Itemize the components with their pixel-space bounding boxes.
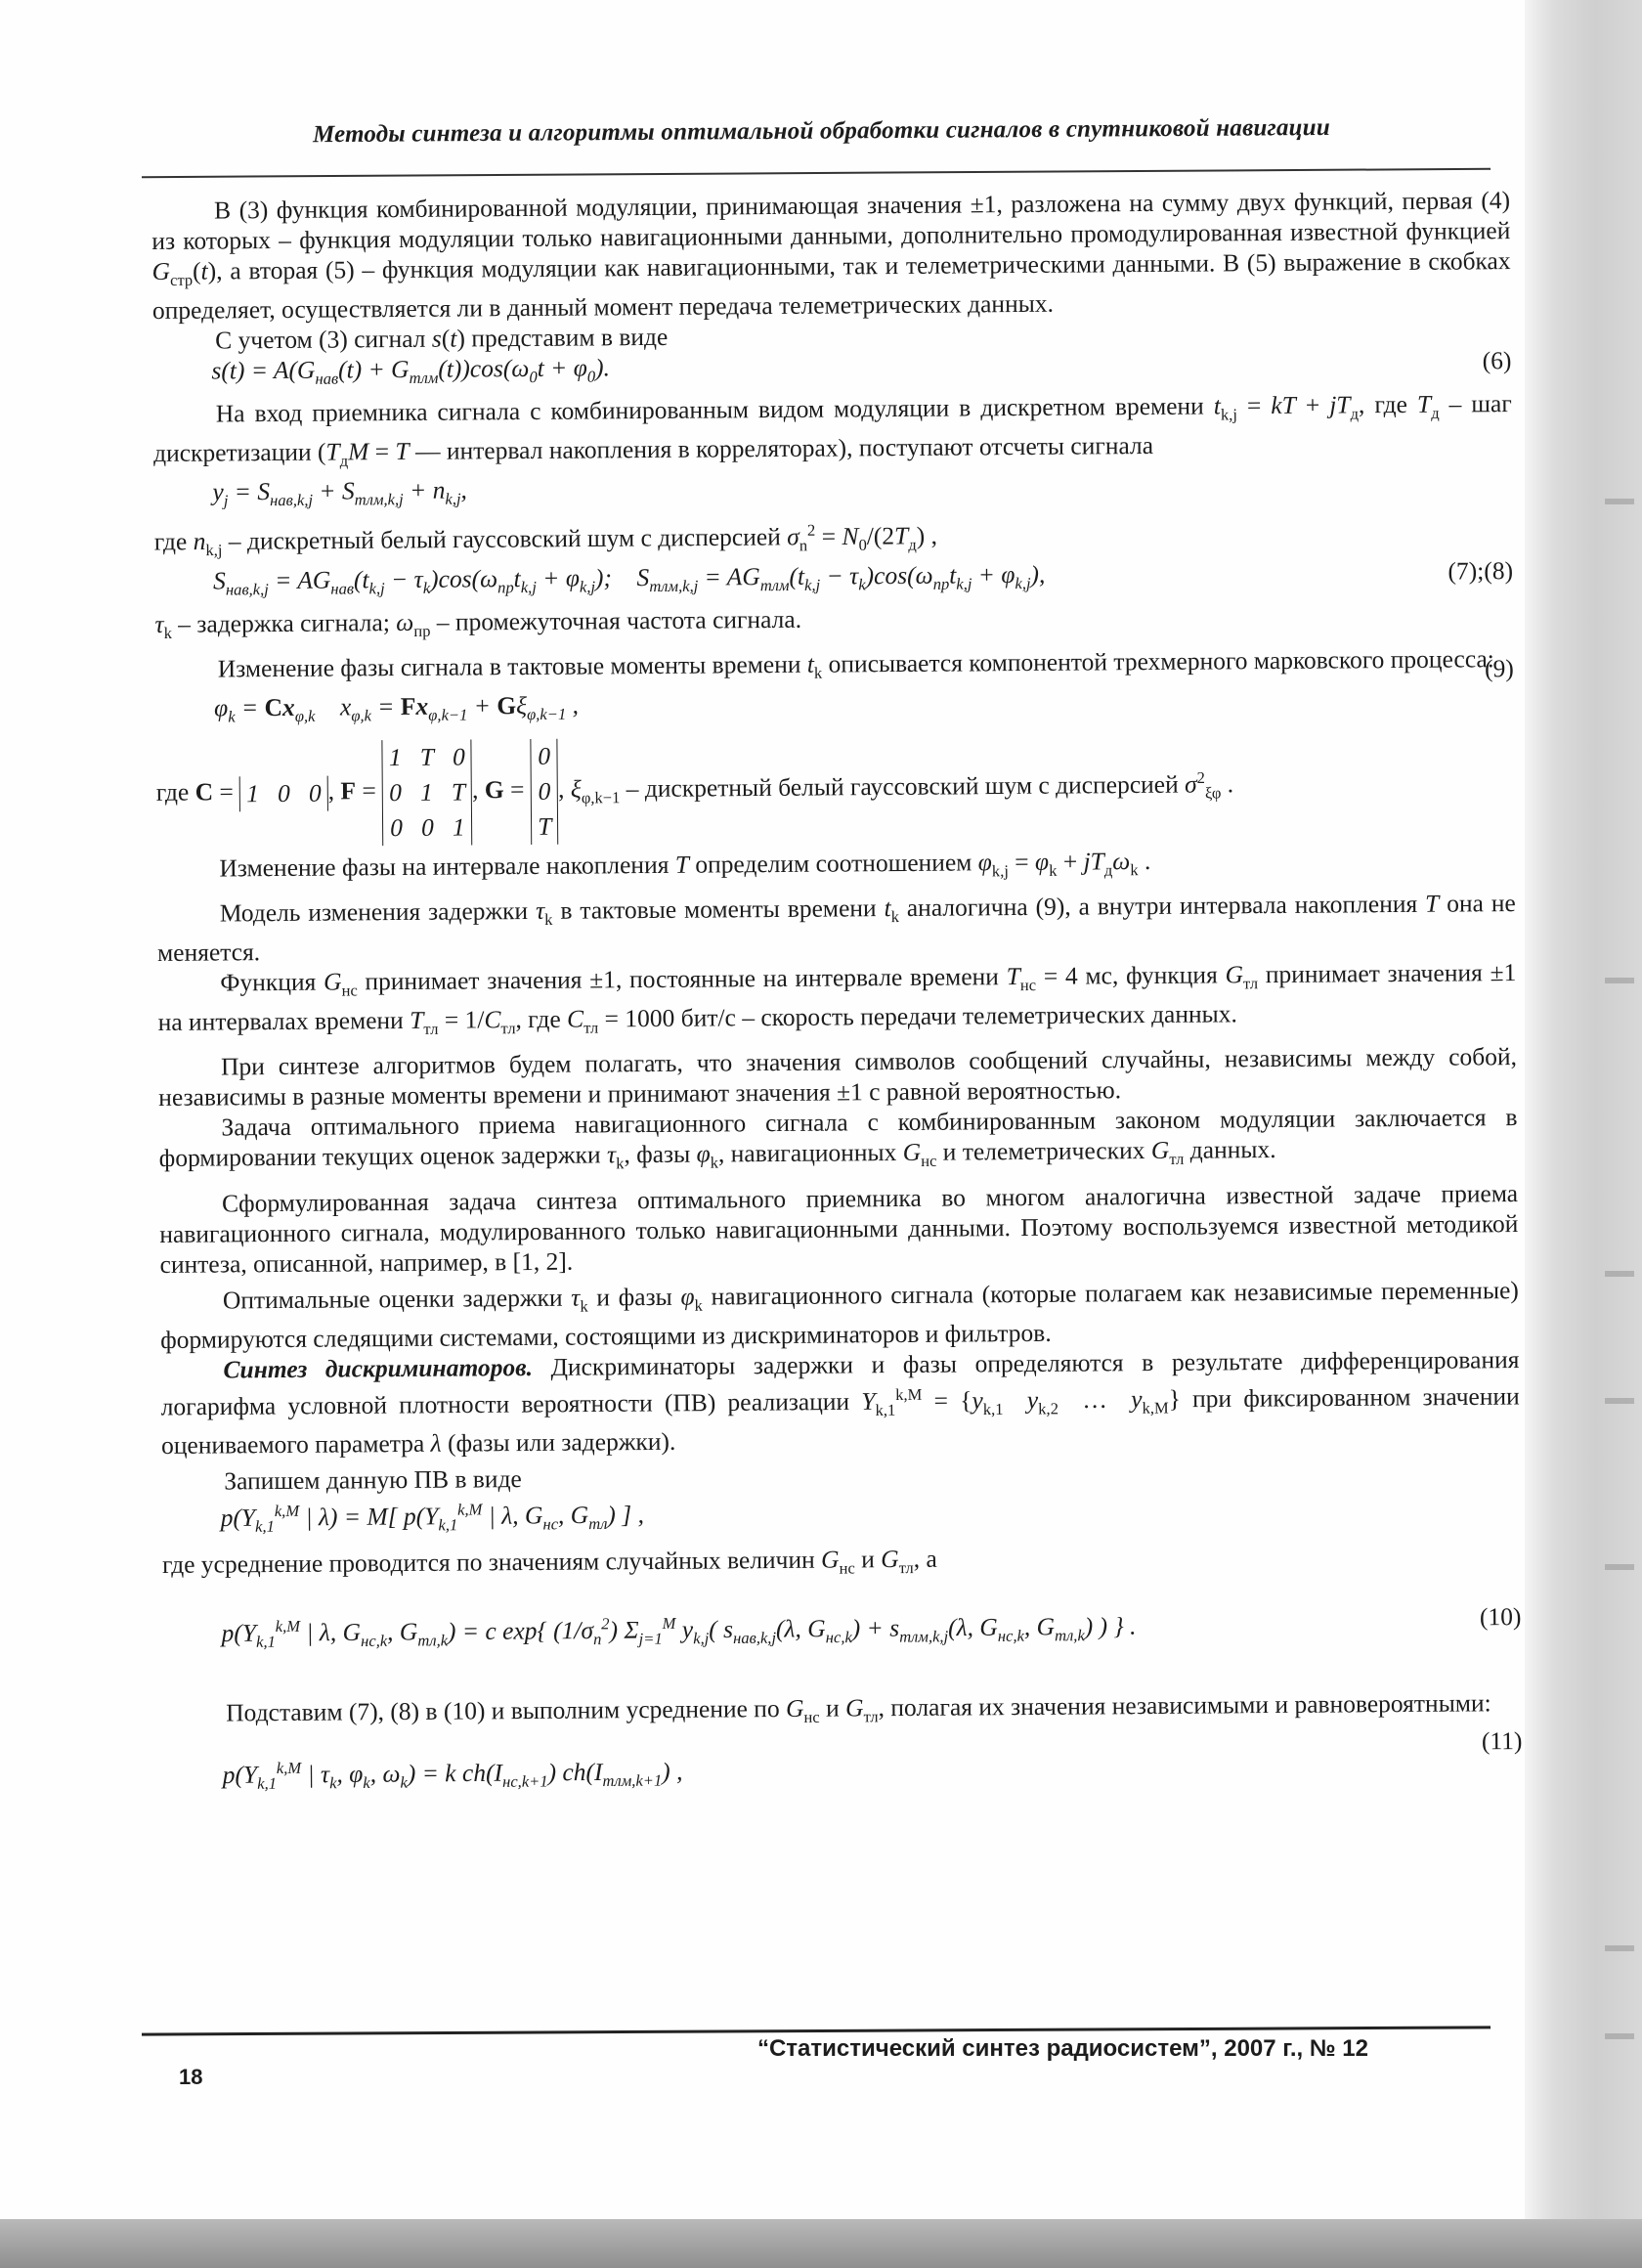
equation-7-8-number: (7);(8): [1448, 555, 1514, 586]
paragraph-method: Сформулированная задача синтеза оптимального приемника во многом аналогична известной задаче приема навигационного сигнала, модулированного только навигационными данными. Поэтому воспользуемся известной методикой синтеза, описанной, например, в [1, 2].: [159, 1178, 1519, 1279]
equation-pdf-average-formula: $p(Y_{k,1}^{k,M}$ | λ) = M[ $p(Y_{k,1}^{k,M}$ | λ, $G_{нс}$, $G_{тл}$) ] ,: [220, 1500, 645, 1537]
matrix-f: 1 T 0 0 1 T 0 0 1: [382, 740, 473, 847]
paragraph-g-functions: Функция $G_{нс}$ принимает значения ±1, постоянные на интервале времени $T_{нс} = 4$ мс, функция $G_{тл}$ принимает значения ±1 на интервалах времени $T_{тл} = 1/C_{тл}$, где $C_{тл} = 1000$ бит/с – скорость передачи телеметрических данных.: [157, 958, 1517, 1039]
matrix-c: 1 0 0: [239, 776, 328, 812]
section-heading-discriminators: Синтез дискриминаторов.: [223, 1352, 534, 1384]
equation-10-number: (10): [1479, 1602, 1522, 1632]
scan-bottom-shadow: [0, 2219, 1642, 2268]
equation-10: [162, 1588, 1522, 1680]
paragraph-noise: где $n_{k,j}$ – дискретный белый гауссовский шум с дисперсией $\sigma_n^2 = N_0/(2T_д)$ ,: [153, 520, 938, 560]
paragraph-assumptions: При синтезе алгоритмов будем полагать, что значения символов сообщений случайны, независимы между собой, независимы в разные моменты времени и принимают значения ±1 с равной вероятностью.: [158, 1042, 1518, 1112]
equation-6-formula: $s(t) = A(G_{нав}(t) + G_{тлм}(t))\cos(\omega_0t + \varphi_0)$.: [211, 353, 611, 388]
paragraph-delay-model: Модель изменения задержки $\tau_k$ в тактовые моменты времени $t_k$ аналогична (9), а внутри интервала накопления T она не меняется.: [156, 889, 1516, 968]
bleed-mark: [1605, 1945, 1634, 1951]
equation-pdf-average: [161, 1486, 1520, 1549]
paragraph-matrices: где C = 1 0 0 , F = 1 T 0 0 1 T 0 0 1, G = 0 0 T, $\xi_{\varphi,k-1}$ – дискретный белый гауссовский шум с дисперсией $\sigma^2_{\xi\varphi}$ .: [155, 731, 1515, 848]
bleed-mark: [1605, 1564, 1634, 1570]
bleed-mark: [1605, 499, 1634, 504]
article-body: [151, 185, 1523, 1799]
equation-7-8-formula: $S_{нав,k,j} = AG_{нав}(t_{k,j} - \tau_k)\cos(\omega_{пр}t_{k,j} + \varphi_{k,j})$; $S_{тлм,k,j} = AG_{тлм}(t_{k,j} - \tau_k)\cos(\omega_{пр}t_{k,j} + \varphi_{k,j})$,: [212, 559, 1046, 599]
paragraph-discriminators: Синтез дискриминаторов. Дискриминаторы задержки и фазы определяются в результате дифференцирования логарифма условной плотности вероятности (ПВ) реализации $Y_{k,1}^{k,M} = \{y_{k,1}$ $y_{k,2}$ … $y_{k,M}$} при фиксированном значении оцениваемого параметра λ (фазы или задержки).: [160, 1344, 1520, 1461]
running-title: Методы синтеза и алгоритмы оптимальной обработки сигналов в спутниковой навигации: [312, 113, 1331, 149]
paragraph-optimal-estimates: Оптимальные оценки задержки $\tau_k$ и фазы $\varphi_k$ навигационного сигнала (которые полагаем как независимые переменные) формируются следящими системами, состоящими из дискриминаторов и фильтров.: [160, 1275, 1519, 1354]
header-rule: [142, 168, 1491, 178]
page-number: 18: [179, 2065, 203, 2089]
paragraph-averaging: где усреднение проводится по значениям случайных величин $G_{нс}$ и $G_{тл}$, а: [161, 1544, 937, 1580]
equation-9-number: (9): [1484, 654, 1514, 683]
equation-10-formula: $p(Y_{k,1}^{k,M}$ | λ, $G_{нс,k}$, $G_{тл,k}) = c$ exp{ $(1/\sigma_n^2)$ $\Sigma_{j=1}^M$ $y_{k,j}$( $s_{нав,k,j}(\lambda$, $G_{нс,k}) + s_{тлм,k,j}(\lambda$, $G_{нс,k}$, $G_{тл,k}$) ) } .: [221, 1611, 1137, 1652]
bleed-mark: [1605, 1271, 1634, 1277]
equation-samples-formula: $y_j = S_{нав,k,j} + S_{тлм,k,j} + n_{k,j}$,: [212, 475, 467, 510]
paragraph-receiver-input: На вход приемника сигнала с комбинированным видом модуляции в дискретном времени $t_{k,j}$ = kT + $jT_д$, где $T_д$ – шаг дискретизации ($T_дM = T$ — интервал накопления в корреляторах), поступают отсчеты сигнала: [152, 389, 1512, 470]
bleed-mark: [1605, 1398, 1634, 1404]
paragraph-substitute: Подставим (7), (8) в (10) и выполним усреднение по $G_{нс}$ и $G_{тл}$, полагая их значения независимыми и равновероятными:: [226, 1688, 1491, 1727]
equation-9-formula: $\varphi_k = Cx_{\varphi,k}$ $x_{\varphi,k} = Fx_{\varphi,k-1} + G\xi_{\varphi,k-1}$ ,: [214, 690, 580, 726]
paragraph-phase-interval: Изменение фазы на интервале накопления T определим соотношением $\varphi_{k,j} = \varphi_k + jT_д\omega_k$ .: [219, 847, 1151, 883]
bleed-mark: [1605, 2033, 1634, 2039]
paragraph-phase-change: Изменение фазы сигнала в тактовые моменты времени $t_k$ описывается компонентой трехмерного марковского процесса:: [217, 644, 1494, 683]
paragraph-write-pdf: Запишем данную ПВ в виде: [224, 1464, 522, 1496]
paragraph-combined-modulation: В (3) функция комбинированной модуляции, принимающая значения ±1, разложена на сумму двух функций, первая (4) из которых – функция модуляции только навигационными данными, дополнительно промодулированная известной функцией $G_{стр}(t)$, а вторая (5) – функция модуляции как навигационными, так и телеметрическими данными. В (5) выражение в скобках определяет, осуществляется ли в данный момент передача телеметрических данных.: [151, 186, 1511, 326]
equation-11-number: (11): [1481, 1726, 1523, 1756]
paragraph-signal-form: С учетом (3) сигнал s(t) представим в виде: [215, 322, 669, 355]
facing-page-edge: [1525, 0, 1642, 2268]
paragraph-task: Задача оптимального приема навигационного сигнала с комбинированным законом модуляции заключается в формировании текущих оценок задержки $\tau_k$, фазы $\varphi_k$, навигационных $G_{нс}$ и телеметрических $G_{тл}$ данных.: [158, 1103, 1518, 1173]
equation-6-number: (6): [1482, 346, 1512, 375]
journal-citation: “Статистический синтез радиосистем”, 2007 г., № 12: [756, 2035, 1368, 2062]
formula-g-str: G: [151, 256, 171, 285]
paragraph-delay-freq: $\tau_k$ – задержка сигнала; $\omega_{пр}$ – промежуточная частота сигнала.: [154, 604, 802, 642]
equation-11-formula: $p(Y_{k,1}^{k,M}$ | $\tau_k$, $\varphi_k$, $\omega_k) = k$ $ch(I_{нс,k+1})$ $ch(I_{тлм,k+1})$ ,: [222, 1757, 683, 1794]
bleed-mark: [1605, 978, 1634, 983]
matrix-g: 0 0 T: [530, 739, 558, 845]
equation-11: [163, 1726, 1523, 1799]
